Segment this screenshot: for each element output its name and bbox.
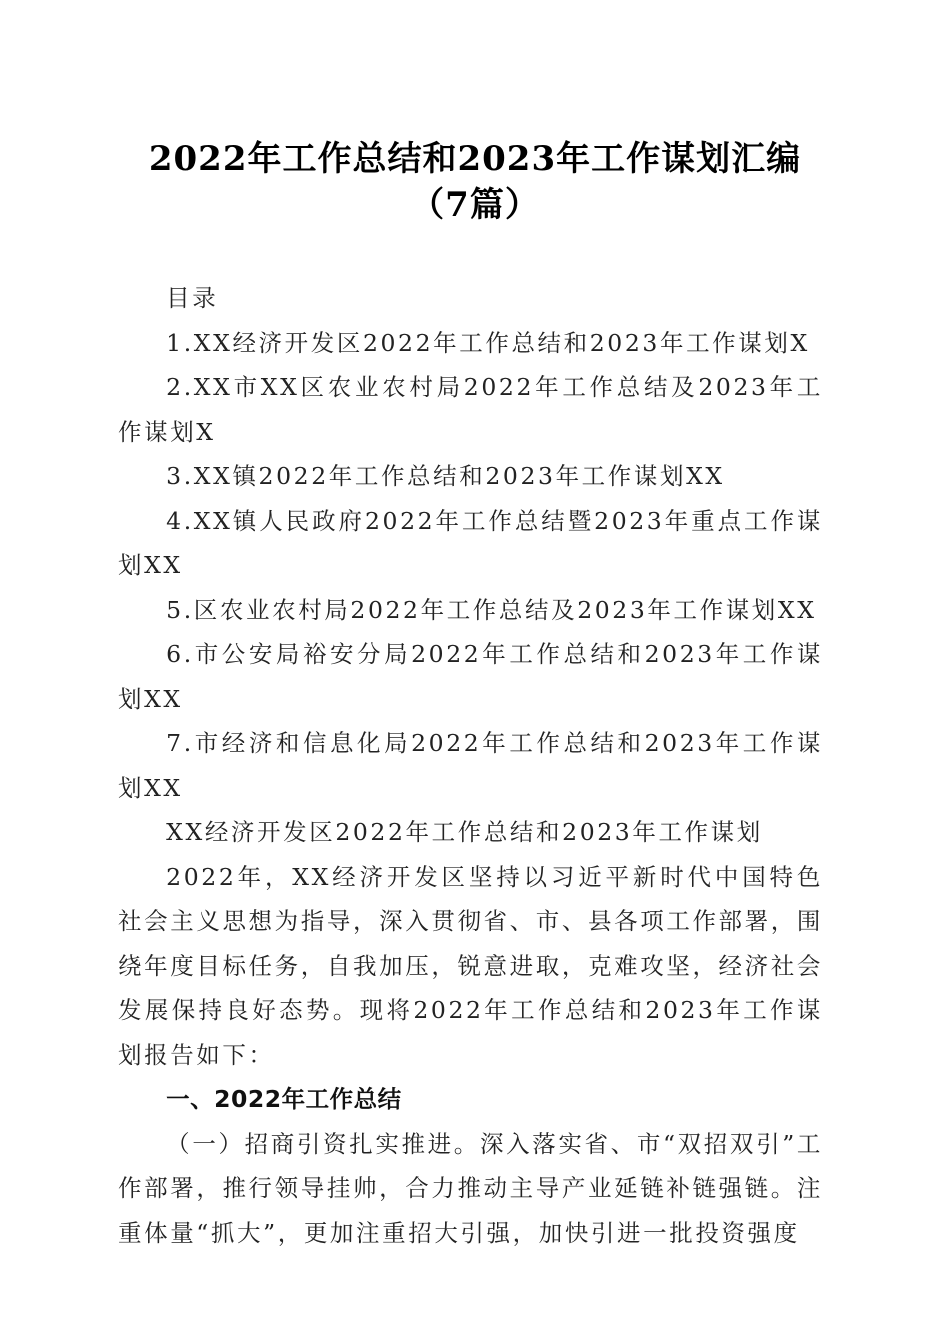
article-title: XX经济开发区2022年工作总结和2023年工作谋划: [166, 818, 763, 846]
toc-item: 5.区农业农村局2022年工作总结及2023年工作谋划XX: [166, 595, 817, 624]
document-title: 2022年工作总结和2023年工作谋划汇编（7篇）: [148, 139, 802, 225]
toc-item: 6.市公安局裕安分局2022年工作总结和2023年工作谋划XX: [118, 640, 823, 713]
intro-paragraph: 2022年，XX经济开发区坚持以习近平新时代中国特色社会主义思想为指导，深入贯彻省、市、县各项工作部署，围绕年度目标任务，自我加压，锐意进取，克难攻坚，经济社会发展保持良好态势。现将2022年工作总结和2023年工作谋划报告如下：: [118, 862, 823, 1069]
toc-item: 2.XX市XX区农业农村局2022年工作总结及2023年工作谋划X: [118, 373, 823, 446]
toc-item: 1.XX经济开发区2022年工作总结和2023年工作谋划X: [166, 328, 810, 357]
toc-item: 3.XX镇2022年工作总结和2023年工作谋划XX: [166, 462, 725, 490]
section-paragraph: （一）招商引资扎实推进。深入落实省、市“双招双引”工作部署，推行领导挂帅，合力推动主导产业延链补链强链。注重体量“抓大”，更加注重招大引强，加快引进一批投资强度: [118, 1129, 823, 1247]
section-heading: 一、2022年工作总结: [166, 1085, 402, 1113]
document-body: [118, 276, 823, 1255]
toc-item: 4.XX镇人民政府2022年工作总结暨2023年重点工作谋划XX: [118, 506, 823, 579]
toc-heading: 目录: [166, 284, 219, 312]
toc-item: 7.市经济和信息化局2022年工作总结和2023年工作谋划XX: [118, 729, 823, 802]
